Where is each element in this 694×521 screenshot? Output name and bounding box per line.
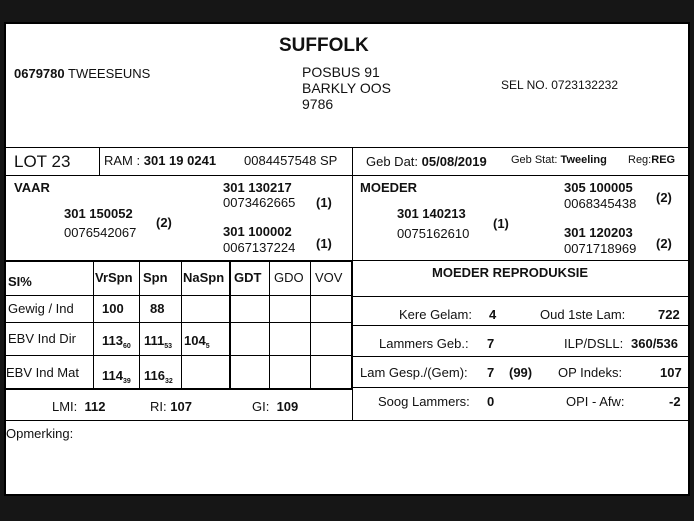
table-border (229, 260, 231, 389)
owner (14, 66, 150, 81)
dam-sire-id: 305 100005 (564, 180, 633, 195)
opi: -2 (669, 394, 681, 409)
table-line (269, 260, 270, 388)
dam-code: 0075162610 (397, 226, 470, 241)
lot-label: LOT 23 (14, 152, 71, 171)
row-label: EBV Ind Dir (8, 331, 76, 346)
lambs-weaned: 7 (487, 365, 495, 380)
suckle-label: Soog Lammers: (378, 394, 470, 409)
remarks-label: Opmerking: (6, 426, 74, 441)
ilp-label: ILP/DSLL: (564, 336, 624, 351)
dam-dam-id: 301 120203 (564, 225, 633, 240)
divider (352, 387, 688, 388)
table-line (6, 322, 352, 323)
divider (352, 325, 688, 326)
table-header: GDT (234, 270, 262, 285)
cell-vrspn: $114_{39}$ (102, 368, 131, 385)
cell-spn: 88 (150, 301, 165, 316)
sire-dam-code: 0067137224 (223, 240, 296, 255)
divider (352, 356, 688, 357)
dam-sire-code: 0068345438 (564, 196, 637, 211)
birth-date: Geb Dat: 05/08/2019 (366, 154, 487, 169)
cell-naspn: $104_5$ (184, 333, 210, 350)
table-header: VrSpn (95, 270, 133, 285)
ilp: 360/536 (631, 336, 678, 351)
times-lambed: 4 (489, 307, 497, 322)
table-line (139, 260, 140, 388)
sel-no: SEL NO. 0723132232 (501, 78, 618, 92)
sire-dam-mark: (1) (316, 236, 332, 251)
dam-dam-code: 0071718969 (564, 241, 637, 256)
table-border (351, 260, 353, 389)
lambs-weaned-avg: (99) (509, 365, 533, 380)
divider (352, 296, 688, 297)
suckle: 0 (487, 394, 495, 409)
lambs-weaned-label: Lam Gesp./(Gem): (360, 365, 468, 380)
sire-sire-mark: (1) (316, 195, 332, 210)
op-index-label: OP Indeks: (558, 365, 623, 380)
dam-repro-title: MOEDER REPRODUKSIE (432, 265, 589, 280)
divider (6, 147, 688, 148)
table-line (181, 260, 182, 388)
divider (99, 147, 100, 175)
sire-sire-code: 0073462665 (223, 195, 296, 210)
table-border (6, 260, 352, 262)
sire-dam-id: 301 100002 (223, 224, 292, 239)
sire-sire-id: 301 130217 (223, 180, 292, 195)
sire-mark: (2) (156, 215, 172, 230)
reg-status: Reg:REG (628, 154, 676, 166)
sire-id: 301 150052 (64, 206, 133, 221)
age-first-lamb-label: Oud 1ste Lam: (540, 307, 626, 322)
dam-id: 301 140213 (397, 206, 466, 221)
lambs-born-label: Lammers Geb.: (379, 336, 469, 351)
divider (6, 420, 688, 421)
dam-mark: (1) (493, 216, 509, 231)
cell-spn: $111_{53}$ (144, 333, 173, 350)
ram-code: 0084457548 SP (244, 153, 338, 168)
dam-dam-mark: (2) (656, 236, 672, 251)
owner-name: TWEESEUNS (68, 66, 151, 81)
ram-info: RAM : 301 19 0241 (104, 153, 217, 168)
address-line: 9786 (302, 96, 334, 112)
breed-title: SUFFOLK (279, 35, 369, 56)
table-line (6, 295, 352, 296)
table-header: Spn (143, 270, 168, 285)
dam-label: MOEDER (360, 180, 418, 195)
table-line (6, 355, 352, 356)
dam-sire-mark: (2) (656, 190, 672, 205)
lmi: LMI: 112 (52, 399, 106, 414)
table-header: VOV (315, 270, 343, 285)
table-header: GDO (274, 270, 304, 285)
lambs-born: 7 (487, 336, 495, 351)
table-line (93, 260, 94, 388)
cell-spn: $116_{32}$ (144, 368, 173, 385)
owner-code: 0679780 (14, 66, 65, 81)
op-index: 107 (660, 365, 682, 380)
row-label: Gewig / Ind (8, 301, 74, 316)
cell-vrspn: 100 (102, 301, 124, 316)
row-label: EBV Ind Mat (6, 365, 79, 380)
cell-vrspn: $113_{60}$ (102, 333, 131, 350)
address-line: BARKLY OOS (302, 80, 391, 96)
gi: GI: 109 (252, 399, 299, 414)
table-line (310, 260, 311, 388)
birth-status: Geb Stat: Tweeling (511, 154, 607, 166)
lot-card (4, 22, 690, 496)
table-header: NaSpn (183, 270, 225, 285)
sire-label: VAAR (14, 180, 50, 195)
divider (6, 175, 688, 176)
address-line: POSBUS 91 (302, 64, 380, 80)
times-lambed-label: Kere Gelam: (399, 307, 472, 322)
age-first-lamb: 722 (658, 307, 680, 322)
table-header: SI% (8, 274, 32, 289)
sire-code: 0076542067 (64, 225, 137, 240)
ri: RI: 107 (150, 399, 192, 414)
table-border (6, 388, 352, 390)
opi-label: OPI - Afw: (566, 394, 625, 409)
